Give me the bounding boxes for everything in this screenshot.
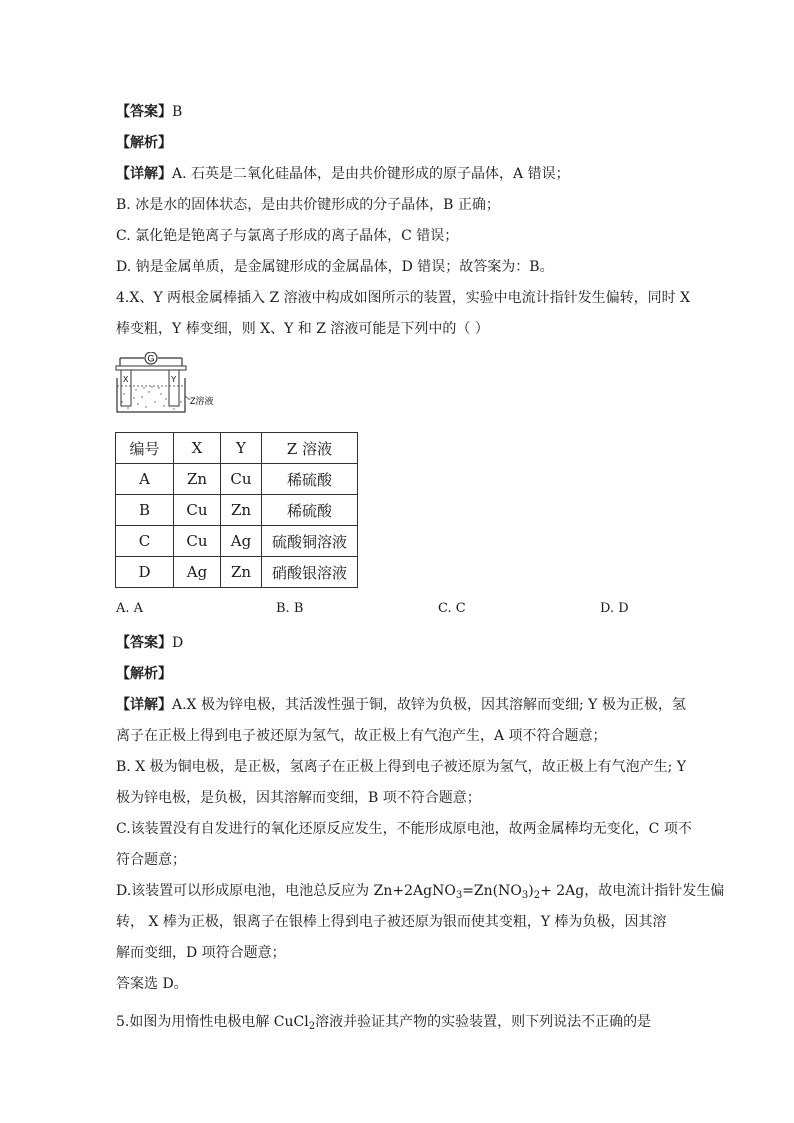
q4-detail-b2: 极为锌电极，是负极，因其溶解而变细，B 项不符合题意； — [116, 790, 481, 806]
q4-stem-line1: 4.X、Y 两根金属棒插入 Z 溶液中构成如图所示的装置，实验中电流计指针发生偏转，同时 X — [116, 290, 691, 306]
answer-value: D — [172, 635, 184, 651]
subscript: 2 — [533, 890, 541, 901]
q3-answer — [116, 102, 182, 122]
q4-detail-c1: C.该装置没有自发进行的氧化还原反应发生，不能形成原电池，故两金属棒均无变化，C 项不 — [116, 821, 692, 837]
choice-b: B. B — [276, 601, 304, 616]
table-cell: Zn — [221, 495, 262, 526]
table-header-cell: Z 溶液 — [262, 433, 358, 464]
table-cell: Zn — [174, 464, 221, 495]
equation-part: =Zn(NO — [462, 883, 522, 899]
q3-line-a: A. 石英是二氧化硅晶体，是由共价键形成的原子晶体，A 错误； — [172, 166, 570, 182]
q3-line-b: B. 冰是水的固体状态，是由共价键形成的分子晶体，B 正确； — [116, 197, 500, 213]
stem-text: 5.如图为用惰性电极电解 CuCl — [116, 1014, 309, 1030]
equation-part: + 2Ag，故电流计指针发生偏 — [540, 883, 725, 899]
table-cell: 稀硫酸 — [262, 495, 358, 526]
subscript: 2 — [308, 1021, 316, 1032]
q4-detail-d2: 转， X 棒为正极，银离子在银棒上得到电子被还原为银而使其变粗，Y 棒为负极，因其溶 — [116, 914, 667, 930]
q4-detail-d1 — [116, 881, 724, 906]
q4-detail-b1: B. X 极为铜电极，是正极，氢离子在正极上得到电子被还原为氢气，故正极上有气泡产生; Y — [116, 759, 687, 775]
q3-analysis-label: 【解析】 — [116, 135, 172, 151]
q4-detail-a1 — [116, 695, 686, 715]
table-row — [116, 495, 358, 526]
q4-analysis-label: 【解析】 — [116, 666, 172, 682]
choice-a: A. A — [116, 601, 144, 616]
stem-text: 溶液并验证其产物的实验装置，则下列说法不正确的是 — [315, 1014, 652, 1030]
table-cell: D — [116, 557, 174, 588]
table-cell: A — [116, 464, 174, 495]
q3-line-d: D. 钠是金属单质，是金属键形成的金属晶体，D 错误；故答案为：B。 — [116, 259, 554, 275]
table-row — [116, 464, 358, 495]
table-cell: Cu — [174, 526, 221, 557]
detail-label: 【详解】 — [116, 166, 172, 182]
subscript: 3 — [455, 890, 463, 901]
choice-c: C. C — [438, 601, 466, 616]
q4-detail-d3: 解而变细，D 项符合题意； — [116, 945, 286, 961]
q3-line-c: C. 氯化铯是铯离子与氯离子形成的离子晶体，C 错误； — [116, 228, 459, 244]
answer-value: B — [172, 104, 183, 120]
solution-label: Z溶液 — [190, 396, 214, 406]
galvanic-cell-diagram — [114, 352, 234, 424]
electrode-x-label: X — [123, 375, 129, 384]
table-cell: Cu — [174, 495, 221, 526]
answer-label: 【答案】 — [116, 104, 172, 120]
subscript: 3 — [521, 890, 529, 901]
q4-answer — [116, 633, 183, 653]
table-cell: Ag — [174, 557, 221, 588]
table-header-cell: X — [174, 433, 221, 464]
table-cell: 稀硫酸 — [262, 464, 358, 495]
q4-stem-line2: 棒变粗，Y 棒变细，则 X、Y 和 Z 溶液可能是下列中的（ ） — [116, 321, 489, 337]
table-header-cell: 编号 — [116, 433, 174, 464]
table-row — [116, 526, 358, 557]
equation-part: ) — [528, 883, 534, 899]
table-cell: Ag — [221, 526, 262, 557]
detail-label: 【详解】 — [116, 697, 172, 713]
table-header-cell: Y — [221, 433, 262, 464]
options-table — [115, 432, 358, 588]
table-cell: Cu — [221, 464, 262, 495]
equation-part: D.该装置可以形成原电池，电池总反应为 Zn+2AgNO — [116, 883, 456, 899]
table-cell: B — [116, 495, 174, 526]
table-cell: Zn — [221, 557, 262, 588]
q5-stem — [116, 1012, 651, 1037]
table-cell: 硫酸铜溶液 — [262, 526, 358, 557]
answer-label: 【答案】 — [116, 635, 172, 651]
table-cell: 硝酸银溶液 — [262, 557, 358, 588]
table-cell: C — [116, 526, 174, 557]
q3-detail-a — [116, 164, 570, 184]
detail-text: A.X 极为锌电极，其活泼性强于铜，故锌为负极，因其溶解而变细; Y 极为正极，氢 — [172, 697, 686, 713]
table-row — [116, 557, 358, 588]
q4-detail-a2: 离子在正极上得到电子被还原为氢气，故正极上有气泡产生，A 项不符合题意； — [116, 728, 607, 744]
electrode-y-label: Y — [171, 375, 177, 384]
table-header-row — [116, 433, 358, 464]
q4-detail-c2: 符合题意； — [116, 852, 186, 868]
choice-d: D. D — [600, 601, 629, 616]
galvanometer-label: G — [147, 353, 155, 364]
q4-conclusion: 答案选 D。 — [116, 976, 188, 992]
